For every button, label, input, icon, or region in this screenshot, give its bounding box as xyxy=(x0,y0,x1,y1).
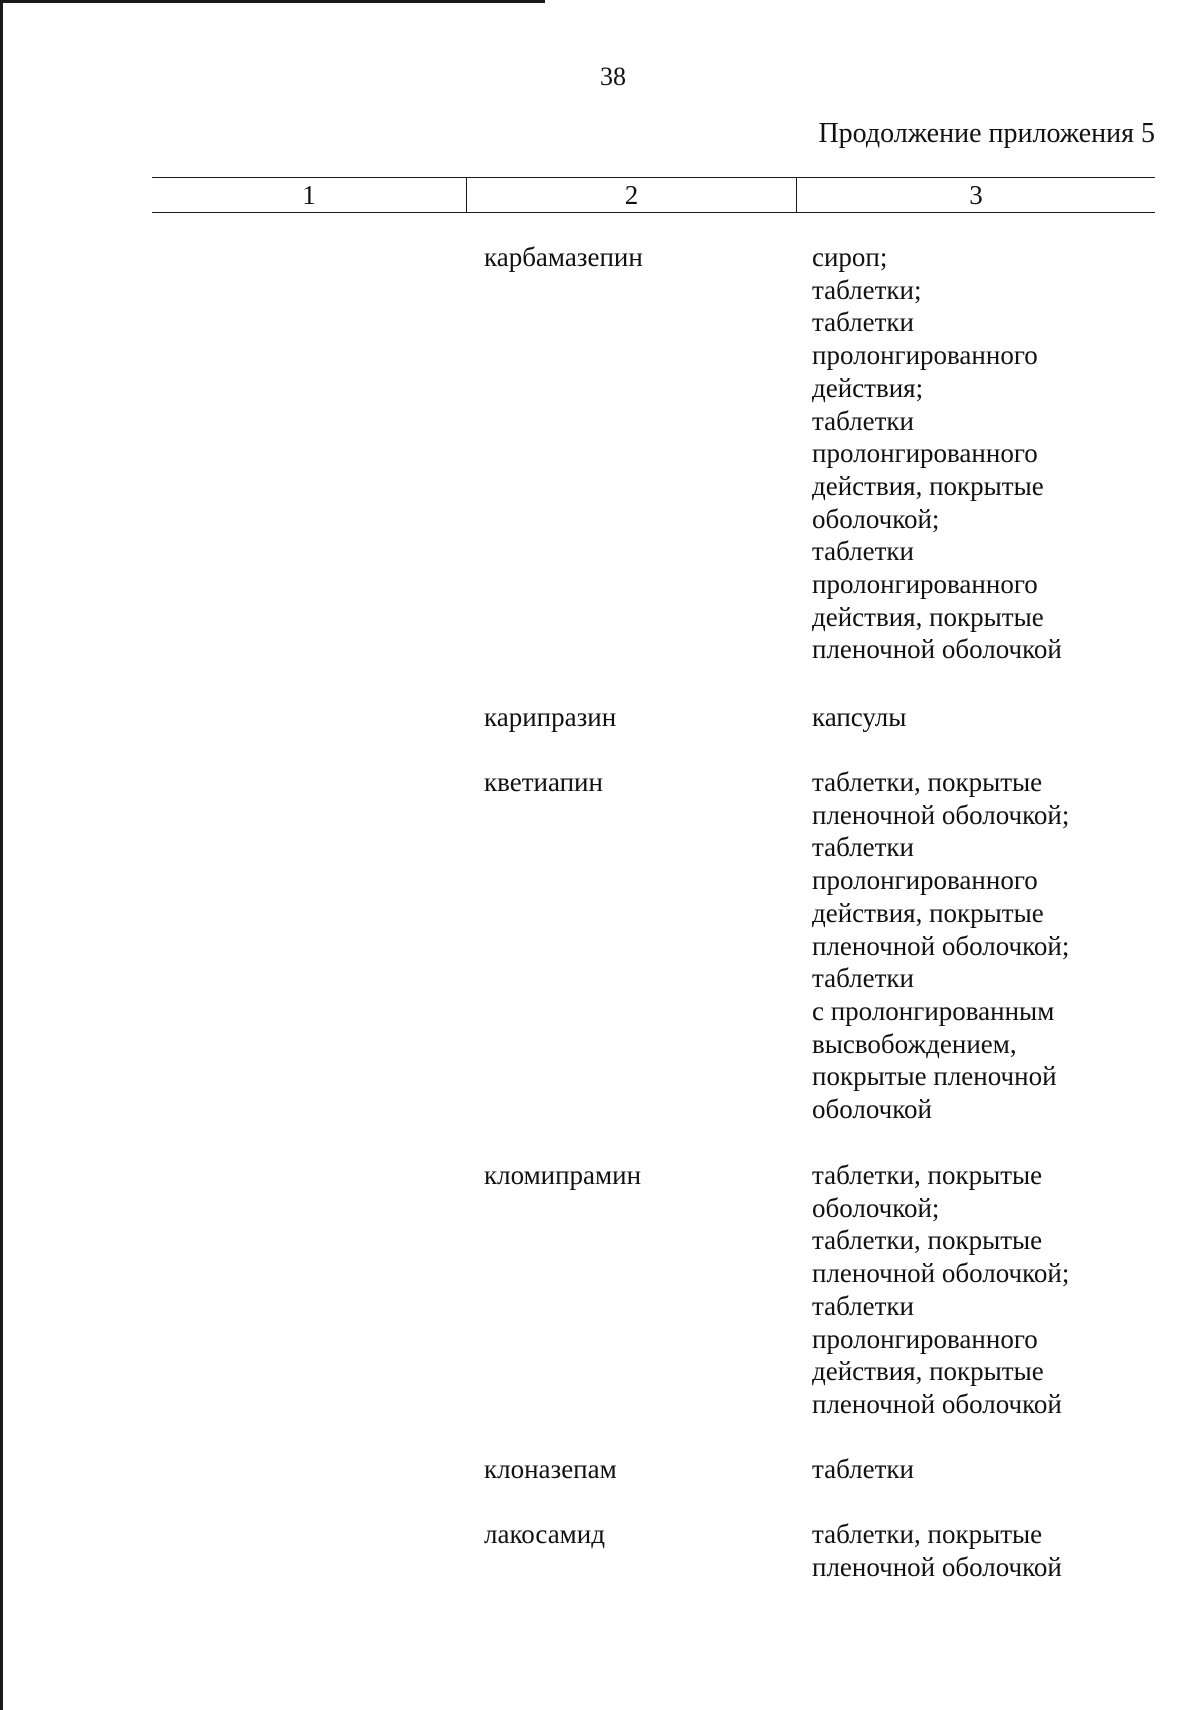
dosage-form-line: пленочной оболочкой; xyxy=(812,930,1070,961)
dosage-forms xyxy=(812,1518,1172,1583)
dosage-forms xyxy=(812,241,1172,666)
drug-name: кветиапин xyxy=(484,767,603,797)
drug-name: карипразин xyxy=(484,702,617,732)
header-cell-2: 2 xyxy=(467,178,797,212)
scan-edge-top xyxy=(0,0,545,3)
dosage-form-line: пролонгированного xyxy=(812,340,1038,371)
dosage-form-line: пролонгированного xyxy=(812,438,1038,469)
drug-name: карбамазепин xyxy=(484,242,643,272)
dosage-form-line: действия, покрытые xyxy=(812,1356,1044,1387)
dosage-form-line: таблетки xyxy=(812,1290,915,1321)
dosage-form-line: пролонгированного xyxy=(812,865,1038,896)
dosage-form-line: оболочкой; xyxy=(812,1192,940,1223)
dosage-form-line: таблетки, покрытые xyxy=(812,1160,1043,1190)
dosage-form-line: пролонгированного xyxy=(812,569,1038,600)
dosage-form-line: покрытые пленочной xyxy=(812,1061,1057,1092)
header-cell-1: 1 xyxy=(152,178,467,212)
dosage-form-line: пленочной оболочкой; xyxy=(812,799,1070,830)
dosage-form-line: таблетки; xyxy=(812,274,922,305)
dosage-form-line: таблетки xyxy=(812,536,915,567)
drug-name: лакосамид xyxy=(484,1519,605,1549)
dosage-form-line: действия, покрытые xyxy=(812,601,1044,632)
drug-name: клоназепам xyxy=(484,1454,617,1484)
table-header xyxy=(152,177,1155,213)
dosage-form-line: действия, покрытые xyxy=(812,470,1044,501)
dosage-form-line: сироп; xyxy=(812,242,888,272)
continuation-heading: Продолжение приложения 5 xyxy=(818,118,1155,149)
dosage-form-line: таблетки xyxy=(812,963,915,994)
dosage-form-line: капсулы xyxy=(812,702,907,732)
dosage-forms xyxy=(812,766,1172,1126)
dosage-form-line: таблетки xyxy=(812,307,915,338)
dosage-form-line: оболочкой; xyxy=(812,503,940,534)
dosage-form-line: пролонгированного xyxy=(812,1323,1038,1354)
header-cell-3: 3 xyxy=(969,180,983,210)
dosage-form-line: таблетки, покрытые xyxy=(812,767,1043,797)
dosage-forms xyxy=(812,701,1172,734)
dosage-form-line: таблетки xyxy=(812,405,915,436)
drug-name: кломипрамин xyxy=(484,1160,642,1190)
dosage-form-line: пленочной оболочкой; xyxy=(812,1258,1070,1289)
dosage-form-line: пленочной оболочкой xyxy=(812,1551,1062,1582)
dosage-form-line: пленочной оболочкой xyxy=(812,1388,1062,1419)
dosage-form-line: таблетки xyxy=(812,1454,915,1484)
dosage-form-line: таблетки xyxy=(812,832,915,863)
page-number: 38 xyxy=(600,62,626,91)
dosage-form-line: действия; xyxy=(812,372,924,403)
dosage-form-line: таблетки, покрытые xyxy=(812,1519,1043,1549)
dosage-form-line: с пролонгированным xyxy=(812,995,1055,1026)
dosage-form-line: действия, покрытые xyxy=(812,897,1044,928)
dosage-forms xyxy=(812,1453,1172,1486)
scan-edge-left xyxy=(0,0,3,1710)
dosage-form-line: пленочной оболочкой xyxy=(812,634,1062,665)
dosage-form-line: оболочкой xyxy=(812,1094,932,1125)
dosage-forms xyxy=(812,1159,1172,1421)
dosage-form-line: высвобождением, xyxy=(812,1028,1017,1059)
dosage-form-line: таблетки, покрытые xyxy=(812,1225,1043,1256)
